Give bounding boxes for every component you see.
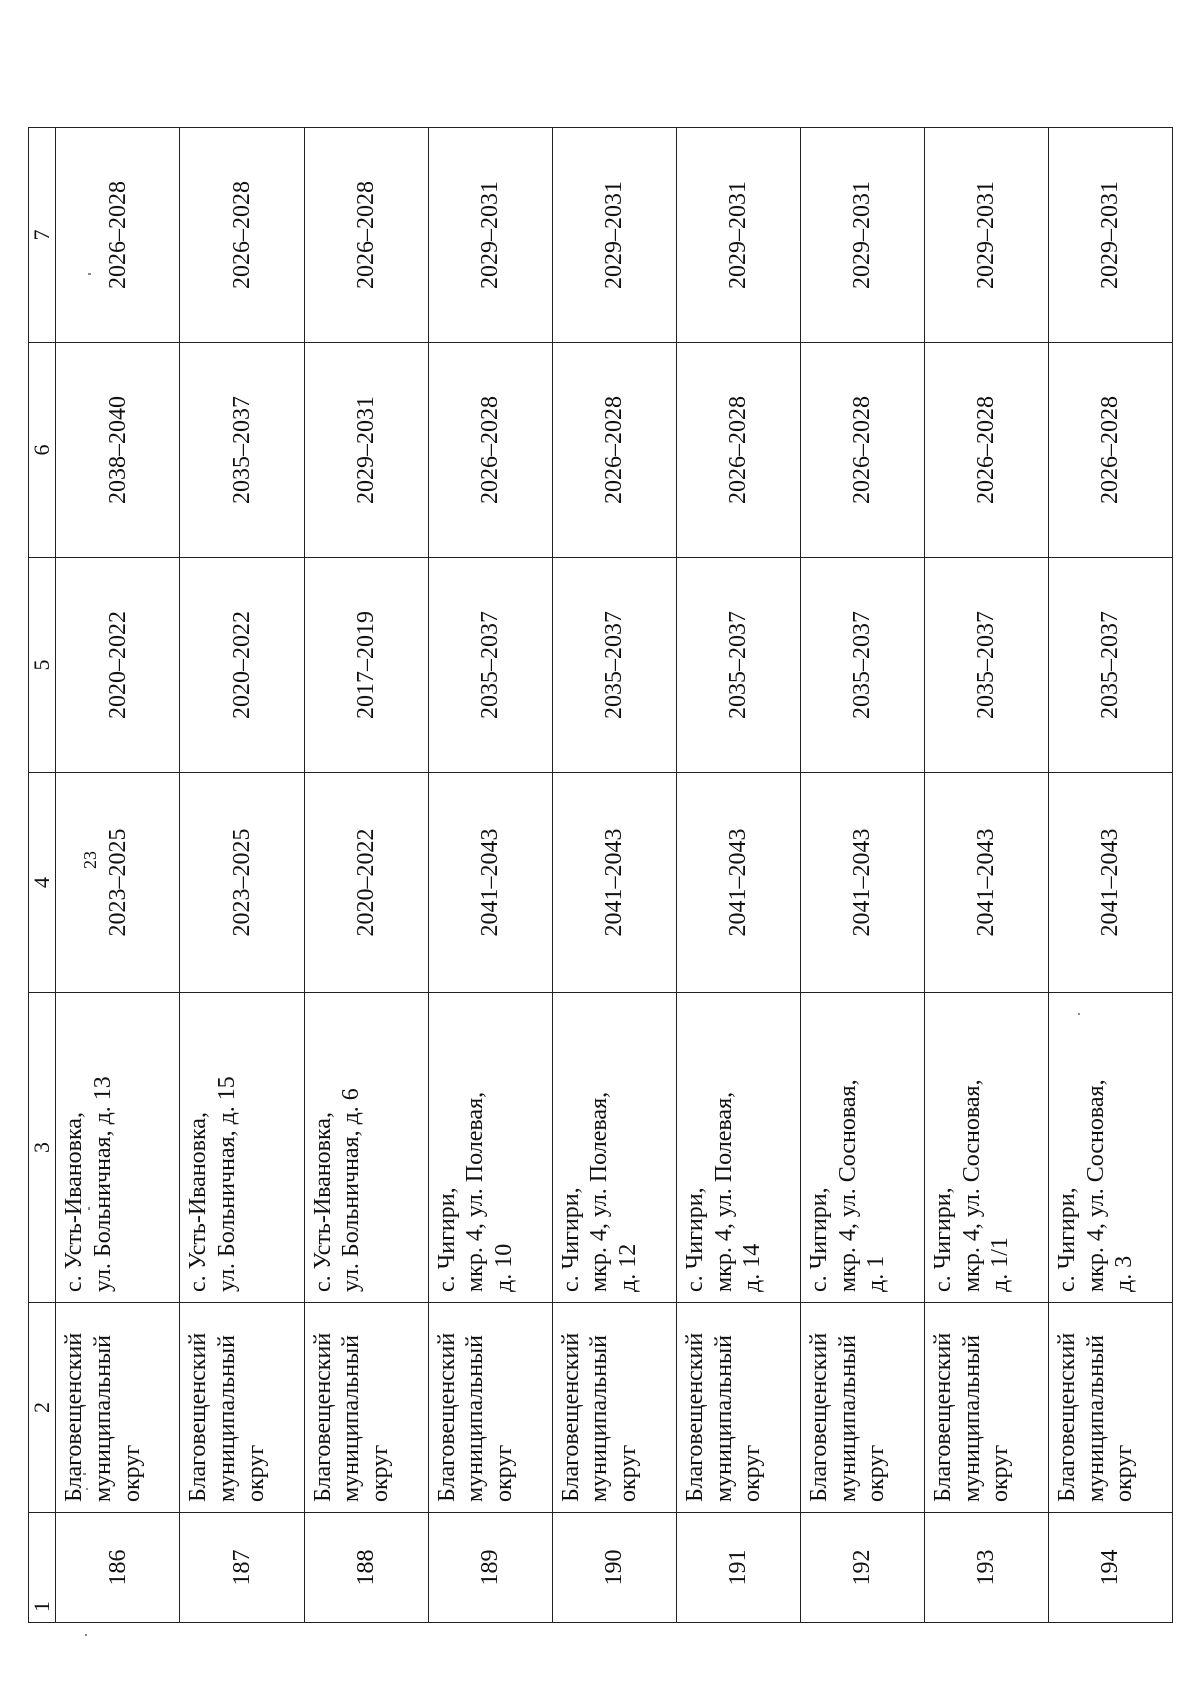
column-header: 3: [28, 992, 55, 1302]
column-header: 6: [28, 342, 55, 557]
period-cell: 2026–2028: [428, 342, 552, 557]
address-cell: с. Чигири, мкр. 4, ул. Сосновая, д. 3: [1048, 992, 1172, 1302]
district-cell: Благовещенский муниципальный округ: [428, 1302, 552, 1512]
address-cell: с. Чигири, мкр. 4, ул. Сосновая, д. 1: [800, 992, 924, 1302]
period-cell: 2026–2028: [1048, 342, 1172, 557]
table-body: [28, 127, 1172, 1622]
period-cell: 2020–2022: [304, 772, 428, 992]
period-cell: 2035–2037: [800, 557, 924, 772]
period-cell: 2029–2031: [800, 127, 924, 342]
district-cell: Благовещенский муниципальный округ: [55, 1302, 179, 1512]
period-cell: 2017–2019: [304, 557, 428, 772]
district-cell: Благовещенский муниципальный округ: [552, 1302, 676, 1512]
address-cell: с. Чигири, мкр. 4, ул. Сосновая, д. 1/1: [924, 992, 1048, 1302]
row-number: 188: [304, 1512, 428, 1622]
table-row: [304, 127, 428, 1622]
table-row: [552, 127, 676, 1622]
period-cell: 2026–2028: [55, 127, 179, 342]
schedule-table: [28, 127, 1173, 1623]
address-cell: с. Усть-Ивановка, ул. Больничная, д. 6: [304, 992, 428, 1302]
period-cell: 2035–2037: [924, 557, 1048, 772]
table-row: [676, 127, 800, 1622]
column-header: 5: [28, 557, 55, 772]
period-cell: 2035–2037: [676, 557, 800, 772]
row-number: 192: [800, 1512, 924, 1622]
period-cell: 2041–2043: [428, 772, 552, 992]
district-cell: Благовещенский муниципальный округ: [179, 1302, 303, 1512]
period-cell: 2041–2043: [924, 772, 1048, 992]
period-cell: 2026–2028: [552, 342, 676, 557]
period-cell: 2029–2031: [304, 342, 428, 557]
table-row: [1048, 127, 1172, 1622]
row-number: 186: [55, 1512, 179, 1622]
period-cell: 2035–2037: [428, 557, 552, 772]
period-cell: 2041–2043: [676, 772, 800, 992]
table-row: [924, 127, 1048, 1622]
address-cell: с. Чигири, мкр. 4, ул. Полевая, д. 12: [552, 992, 676, 1302]
row-number: 191: [676, 1512, 800, 1622]
row-number: 190: [552, 1512, 676, 1622]
period-cell: 2026–2028: [304, 127, 428, 342]
column-header: 1: [28, 1512, 55, 1622]
page-number: 23: [80, 851, 100, 869]
period-cell: 2029–2031: [676, 127, 800, 342]
header-row: [28, 127, 55, 1622]
period-cell: 2035–2037: [552, 557, 676, 772]
table-row: [800, 127, 924, 1622]
district-cell: Благовещенский муниципальный округ: [304, 1302, 428, 1512]
district-cell: Благовещенский муниципальный округ: [676, 1302, 800, 1512]
table-row: [428, 127, 552, 1622]
period-cell: 2041–2043: [1048, 772, 1172, 992]
period-cell: 2041–2043: [800, 772, 924, 992]
period-cell: 2026–2028: [924, 342, 1048, 557]
scan-dot: [85, 1634, 87, 1636]
district-cell: Благовещенский муниципальный округ: [1048, 1302, 1172, 1512]
period-cell: 2023–2025: [55, 772, 179, 992]
period-cell: 2020–2022: [55, 557, 179, 772]
period-cell: 2035–2037: [179, 342, 303, 557]
district-cell: Благовещенский муниципальный округ: [924, 1302, 1048, 1512]
period-cell: 2029–2031: [428, 127, 552, 342]
period-cell: 2020–2022: [179, 557, 303, 772]
period-cell: 2029–2031: [552, 127, 676, 342]
row-number: 194: [1048, 1512, 1172, 1622]
row-number: 187: [179, 1512, 303, 1622]
district-cell: Благовещенский муниципальный округ: [800, 1302, 924, 1512]
address-cell: с. Чигири, мкр. 4, ул. Полевая, д. 14: [676, 992, 800, 1302]
row-number: 193: [924, 1512, 1048, 1622]
period-cell: 2038–2040: [55, 342, 179, 557]
period-cell: 2026–2028: [800, 342, 924, 557]
period-cell: 2026–2028: [676, 342, 800, 557]
address-cell: с. Усть-Ивановка, ул. Больничная, д. 15: [179, 992, 303, 1302]
data-table: [28, 128, 1173, 1623]
period-cell: 2029–2031: [924, 127, 1048, 342]
column-header: 4: [28, 772, 55, 992]
table-row: [55, 127, 179, 1622]
period-cell: 2023–2025: [179, 772, 303, 992]
table-row: [179, 127, 303, 1622]
address-cell: с. Усть-Ивановка, ул. Больничная, д. 13: [55, 992, 179, 1302]
column-header: 2: [28, 1302, 55, 1512]
period-cell: 2029–2031: [1048, 127, 1172, 342]
period-cell: 2035–2037: [1048, 557, 1172, 772]
period-cell: 2026–2028: [179, 127, 303, 342]
period-cell: 2041–2043: [552, 772, 676, 992]
address-cell: с. Чигири, мкр. 4, ул. Полевая, д. 10: [428, 992, 552, 1302]
row-number: 189: [428, 1512, 552, 1622]
column-header: 7: [28, 127, 55, 342]
